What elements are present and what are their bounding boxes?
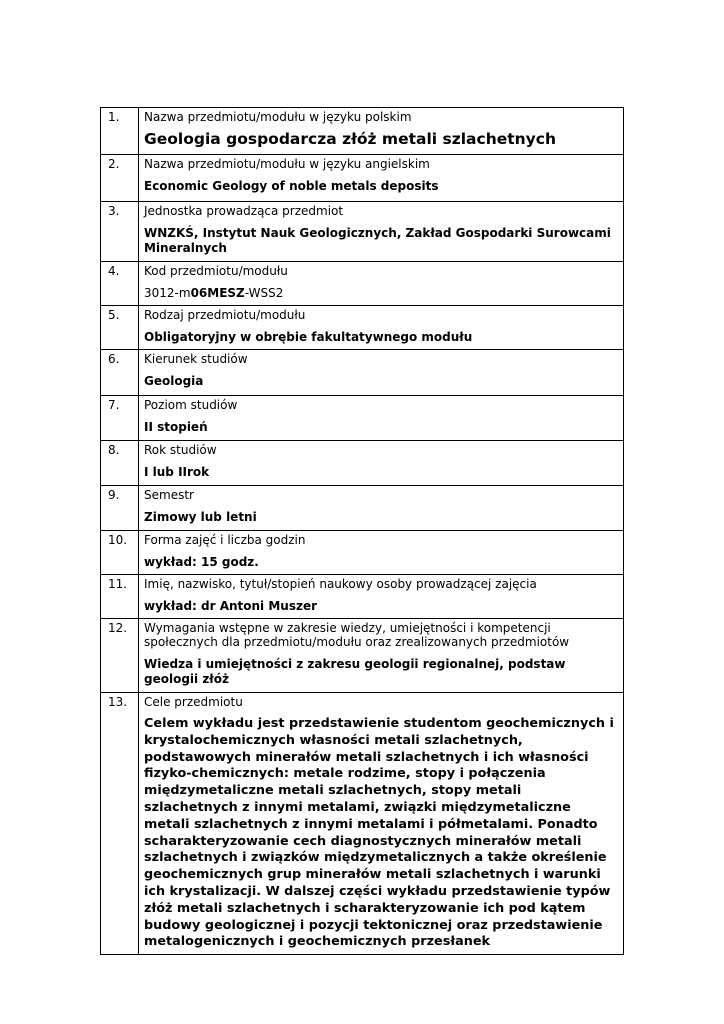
course-code-prefix: 3012-m [144, 286, 191, 300]
table-row [101, 486, 624, 531]
field-label: Semestr [144, 488, 194, 502]
row-content [139, 486, 624, 531]
row-content [139, 202, 624, 262]
row-number: 4. [101, 262, 139, 306]
row-number: 13. [101, 693, 139, 955]
row-content [139, 350, 624, 396]
table-row [101, 306, 624, 350]
table-row [101, 108, 624, 155]
row-number: 6. [101, 350, 139, 396]
semester: Zimowy lub letni [144, 510, 257, 524]
row-number: 2. [101, 155, 139, 202]
table-row [101, 202, 624, 262]
row-number: 11. [101, 575, 139, 619]
course-name-en: Economic Geology of noble metals deposits [144, 179, 439, 193]
study-year: I lub IIrok [144, 465, 210, 479]
row-number: 10. [101, 531, 139, 575]
row-content [139, 693, 624, 955]
row-content [139, 108, 624, 155]
row-number: 9. [101, 486, 139, 531]
field-label: Cele przedmiotu [144, 695, 243, 709]
field-label: Nazwa przedmiotu/modułu w języku polskim [144, 110, 412, 124]
row-number: 5. [101, 306, 139, 350]
class-form-hours: wykład: 15 godz. [144, 555, 259, 569]
field-label: Forma zajęć i liczba godzin [144, 533, 306, 547]
table-row [101, 262, 624, 306]
field-label: Kod przedmiotu/modułu [144, 264, 288, 278]
course-code [144, 286, 617, 301]
row-number: 12. [101, 619, 139, 693]
course-code-core: 06MESZ [190, 286, 245, 300]
row-content [139, 262, 624, 306]
course-objectives: Celem wykładu jest przedstawienie studentom geochemicznych i krystalochemicznych własności metali szlachetnych, podstawowych minerałów metali szlachetnych i ich własności fizyko-chemicznych: metale rodzime, stopy i połączenia międzymetaliczne metali szlachetnych, stopy metali szlachetnych z innymi metalami, związki międzymetaliczne metali szlachetnych z innymi metalami i półmetalami. Ponadto scharakteryzowanie cech diagnostycznych minerałów metali szlachetnych i związków międzymetalicznych a także określenie geochemicznych grup minerałów metali szlachetnych i warunki ich krystalizacji. W dalszej części wykładu przedstawienie typów złóż metali szlachetnych i scharakteryzowanie ich pod kątem budowy geologicznej i pozycji tektonicznej oraz przedstawienie metalogenicznych i geochemicznych przesłanek [144, 716, 614, 950]
instructor: wykład: dr Antoni Muszer [144, 599, 318, 613]
field-label: Jednostka prowadząca przedmiot [144, 204, 344, 218]
row-content [139, 396, 624, 441]
study-level: II stopień [144, 420, 208, 434]
field-label: Poziom studiów [144, 398, 238, 412]
course-name-pl: Geologia gospodarcza złóż metali szlachetnych [144, 130, 557, 148]
field-label: Rodzaj przedmiotu/modułu [144, 308, 306, 322]
row-content [139, 155, 624, 202]
table-row [101, 350, 624, 396]
field-label: Wymagania wstępne w zakresie wiedzy, umiejętności i kompetencji społecznych dla przedmiotu/modułu oraz zrealizowanych przedmiotów [144, 621, 570, 649]
table-row [101, 693, 624, 955]
table-row [101, 441, 624, 486]
row-content [139, 619, 624, 693]
row-content [139, 306, 624, 350]
field-label: Kierunek studiów [144, 352, 248, 366]
table-row [101, 155, 624, 202]
course-code-suffix: -WSS2 [244, 286, 284, 300]
table-row [101, 619, 624, 693]
row-number: 1. [101, 108, 139, 155]
course-info-table [100, 107, 624, 955]
table-row [101, 575, 624, 619]
field-label: Imię, nazwisko, tytuł/stopień naukowy osoby prowadzącej zajęcia [144, 577, 537, 591]
field-label: Rok studiów [144, 443, 217, 457]
prerequisites: Wiedza i umiejętności z zakresu geologii regionalnej, podstaw geologii złóż [144, 657, 566, 686]
table-row [101, 531, 624, 575]
row-content [139, 441, 624, 486]
field-of-study: Geologia [144, 374, 204, 388]
row-number: 3. [101, 202, 139, 262]
row-number: 7. [101, 396, 139, 441]
field-label: Nazwa przedmiotu/modułu w języku angielskim [144, 157, 430, 171]
department: WNZKŚ, Instytut Nauk Geologicznych, Zakład Gospodarki Surowcami Mineralnych [144, 226, 611, 255]
row-number: 8. [101, 441, 139, 486]
row-content [139, 531, 624, 575]
row-content [139, 575, 624, 619]
course-type: Obligatoryjny w obrębie fakultatywnego modułu [144, 330, 473, 344]
table-row [101, 396, 624, 441]
